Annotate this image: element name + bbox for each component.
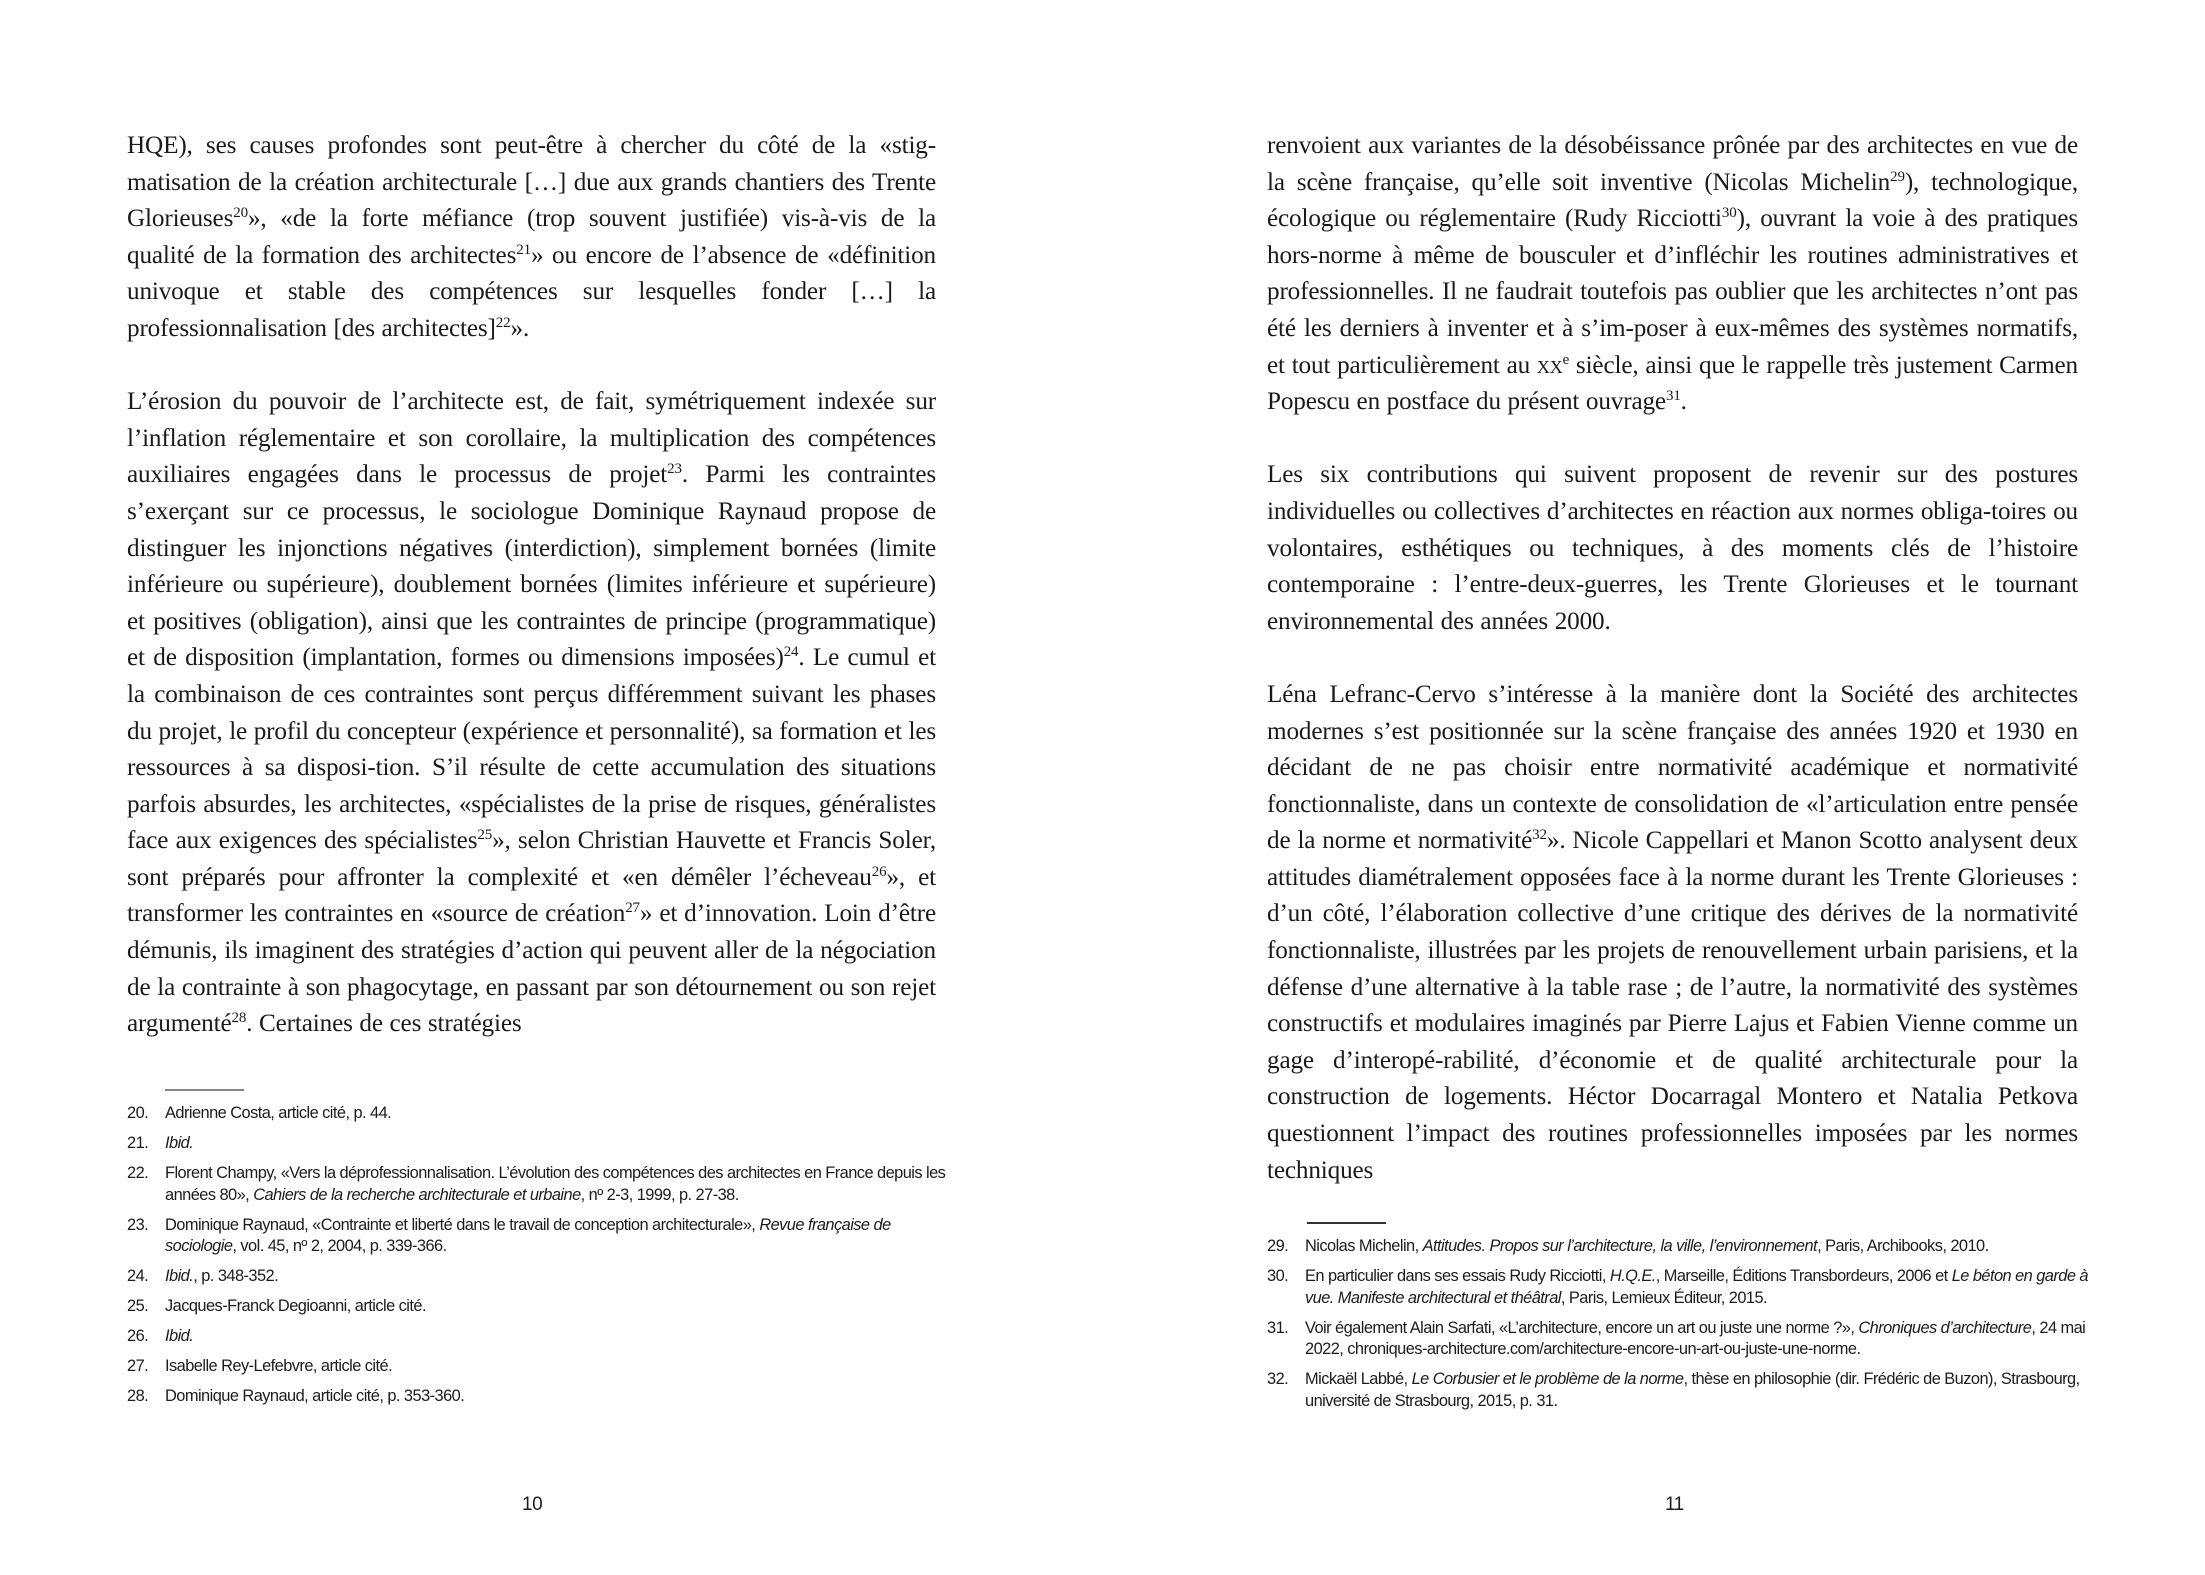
footnote: 29. Nicolas Michelin, Attitudes. Propos sur l’architecture, la ville, l’environnement, Paris, Archibooks, 2010. [1267, 1236, 2097, 1258]
footnote-reference[interactable]: 22 [495, 314, 511, 331]
footnote-number: 29. [1267, 1237, 1289, 1255]
footnote-number: 25. [127, 1297, 149, 1315]
footnote: 30. En particulier dans ses essais Rudy Ricciotti, H.Q.E., Marseille, Éditions Transbordeurs, 2006 et Le béton en garde à vue. Manifeste architectural et théâtral, Paris, Lemieux Éditeur, 2015. [1267, 1267, 2088, 1307]
right-footnotes [1267, 1236, 2097, 1421]
footnote: 25. Jacques-Franck Degioanni, article cité. [127, 1296, 947, 1318]
footnote-reference[interactable]: 28 [231, 1010, 247, 1027]
footnote [127, 1326, 947, 1348]
footnote-reference[interactable]: 26 [871, 863, 887, 880]
italic-title: Ibid. [165, 1267, 194, 1285]
page-number: 10 [522, 1494, 543, 1515]
footnote-number: 21. [127, 1134, 149, 1152]
footnote [127, 1133, 947, 1155]
footnote: 24. Ibid., p. 348-352. [127, 1266, 947, 1288]
footnote-reference[interactable]: e [1562, 351, 1570, 368]
right-body-text [1267, 128, 2078, 1226]
footnote-reference[interactable]: 23 [667, 461, 682, 478]
footnote: 31. Voir également Alain Sarfati, «L’architecture, encore un art ou juste une norme ?», Chroniques d’architecture, 24 mai 2022, chroniques-architecture.com/architecture-encore-un-art-ou-juste-une-norme. [1267, 1318, 2086, 1358]
footnote: 28. Dominique Raynaud, article cité, p. 353-360. [127, 1386, 947, 1408]
footnote-number: 22. [127, 1164, 149, 1182]
paragraph: Les six contributions qui suivent proposent de revenir sur des postures individuelles ou collectives d’architectes en réaction aux normes obliga-toires ou volontaires, esthétiques ou techniques, à des moments clés de l’histoire contemporaine : l’entre-deux-guerres, les Trente Glorieuses et le tournant environnemental des années 2000. [1267, 461, 2078, 635]
footnote-reference[interactable]: 27 [625, 900, 640, 917]
footnote-reference[interactable]: 29 [1890, 168, 1905, 185]
footnote-number: 20. [127, 1104, 149, 1122]
paragraph: HQE), ses causes profondes sont peut-être à chercher du côté de la «stig-matisation de la création architecturale […] due aux grands chantiers des Trente Glorieuses$^{20}$», «de la forte méfiance (trop souvent justifiée) vis-à-vis de la qualité de la formation des architectes$^{21}$» ou encore de l’absence de «définition univoque et stable des compétences sur lesquelles fonder […] la professionnalisation [des architectes]$^{22}$». [127, 132, 936, 342]
footnote-number: 24. [127, 1267, 149, 1285]
footnote-reference[interactable]: 24 [783, 644, 799, 661]
footnote: 32. Mickaël Labbé, Le Corbusier et le problème de la norme, thèse en philosophie (dir. Frédéric de Buzon), Strasbourg, université de Strasbourg, 2015, p. 31. [1267, 1370, 2080, 1410]
footnote-number: 27. [127, 1357, 149, 1375]
footnote-number: 23. [127, 1215, 149, 1234]
footnote-reference[interactable]: 20 [233, 205, 248, 222]
footnote-number: 28. [127, 1387, 149, 1405]
italic-title: Cahiers de la recherche architecturale et urbaine [253, 1185, 581, 1204]
italic-title: H.Q.E. [1609, 1267, 1656, 1285]
right-page [1102, 0, 2205, 1575]
italic-title: Ibid. [165, 1134, 194, 1152]
footnote-reference[interactable]: 21 [516, 241, 531, 258]
footnote-separator-rule [165, 1089, 244, 1091]
footnote-reference[interactable]: 31 [1665, 388, 1681, 405]
small-caps-text: xx [1536, 351, 1563, 379]
italic-title: Revue française de sociologie [165, 1215, 891, 1255]
footnote-separator-rule [1307, 1222, 1386, 1224]
page-number: 11 [1665, 1494, 1684, 1515]
italic-title: Attitudes. Propos sur l’architecture, la ville, l’environnement [1422, 1237, 1818, 1255]
footnote-number: 31. [1267, 1318, 1289, 1337]
footnote-reference[interactable]: 25 [477, 827, 493, 844]
italic-title: Chroniques d’architecture [1858, 1318, 2032, 1337]
paragraph: Léna Lefranc-Cervo s’intéresse à la manière dont la Société des architectes modernes s’est positionnée sur la scène française des années 1920 et 1930 en décidant de ne pas choisir entre normativité académique et normativité fonctionnaliste, dans un contexte de consolidation de «l’articulation entre pensée de la norme et normativité$^{32}$». Nicole Cappellari et Manon Scotto analysent deux attitudes diamétralement opposées face à la norme durant les Trente Glorieuses : d’un côté, l’élaboration collective d’une critique des dérives de la normativité fonctionnaliste, illustrées par les projets de renouvellement urbain parisiens, et la défense d’une alternative à la table rase ; de l’autre, la normativité des systèmes constructifs et modulaires imaginés par Pierre Lajus et Fabien Vienne comme un gage d’interopé-rabilité, d’économie et de qualité architecturale pour la construction de logements. Héctor Docarragal Montero et Natalia Petkova questionnent l’impact des routines professionnelles imposées par les normes techniques [1267, 680, 2078, 1184]
footnote: 27. Isabelle Rey-Lefebvre, article cité. [127, 1356, 947, 1378]
italic-title: Le Corbusier et le problème de la norme [1411, 1370, 1684, 1388]
italic-title: Le béton en garde à vue. Manifeste architectural et théâtral [1305, 1267, 2088, 1307]
footnote: 22. Florent Champy, «Vers la déprofessionnalisation. L’évolution des compétences des architectes en France depuis les années 80», Cahiers de la recherche architecturale et urbaine, nº 2-3, 1999, p. 27-38. [127, 1164, 946, 1204]
footnote-number: 32. [1267, 1370, 1289, 1388]
footnote: 20. Adrienne Costa, article cité, p. 44. [127, 1103, 947, 1125]
footnote: 23. Dominique Raynaud, «Contrainte et liberté dans le travail de conception architecturale», Revue française de sociologie, vol. 45, nº 2, 2004, p. 339-366. [127, 1215, 891, 1255]
footnote-number: 26. [127, 1327, 149, 1345]
footnote-reference[interactable]: 30 [1721, 205, 1737, 222]
left-body-text [127, 128, 936, 1079]
italic-title: Ibid. [165, 1327, 194, 1345]
paragraph: renvoient aux variantes de la désobéissance prônée par des architectes en vue de la scène française, qu’elle soit inventive (Nicolas Michelin$^{29}$), technologique, écologique ou réglementaire (Rudy Ricciotti$^{30}$), ouvrant la voie à des pratiques hors-norme à même de bousculer et d’infléchir les routines administratives et professionnelles. Il ne faudrait toutefois pas oublier que les architectes n’ont pas été les derniers à inventer et à s’im-poser à eux-mêmes des systèmes normatifs, et tout particulièrement au $xx^e$ siècle, ainsi que le rappelle très justement Carmen Popescu en postface du présent ouvrage$^{31}$. [1267, 132, 2079, 416]
footnote-reference[interactable]: 32 [1532, 827, 1547, 844]
paragraph: L’érosion du pouvoir de l’architecte est, de fait, symétriquement indexée sur l’inflation réglementaire et son corollaire, la multiplication des compétences auxiliaires engagées dans le processus de projet$^{23}$. Parmi les contraintes s’exerçant sur ce processus, le sociologue Dominique Raynaud propose de distinguer les injonctions négatives (interdiction), simplement bornées (limite inférieure ou supérieure), doublement bornées (limites inférieure et supérieure) et positives (obligation), ainsi que les contraintes de principe (programmatique) et de disposition (implantation, formes ou dimensions imposées)$^{24}$. Le cumul et la combinaison de ces contraintes sont perçus différemment suivant les phases du projet, le profil du concepteur (expérience et personnalité), sa formation et les ressources à sa disposi-tion. S’il résulte de cette accumulation des situations parfois absurdes, les architectes, «spécialistes de la prise de risques, généralistes face aux exigences des spécialistes$^{25}$», selon Christian Hauvette et Francis Soler, sont préparés pour affronter la complexité et «en démêler l’écheveau$^{26}$», et transformer les contraintes en «source de création$^{27}$» et d’innovation. Loin d’être démunis, ils imaginent des stratégies d’action qui peuvent aller de la négociation de la contrainte à son phagocytage, en passant par son détournement ou son rejet argumenté$^{28}$. Certaines de ces stratégies [127, 388, 937, 1038]
left-footnotes [127, 1103, 947, 1416]
footnote-number: 30. [1267, 1267, 1289, 1285]
left-page [0, 0, 1102, 1575]
